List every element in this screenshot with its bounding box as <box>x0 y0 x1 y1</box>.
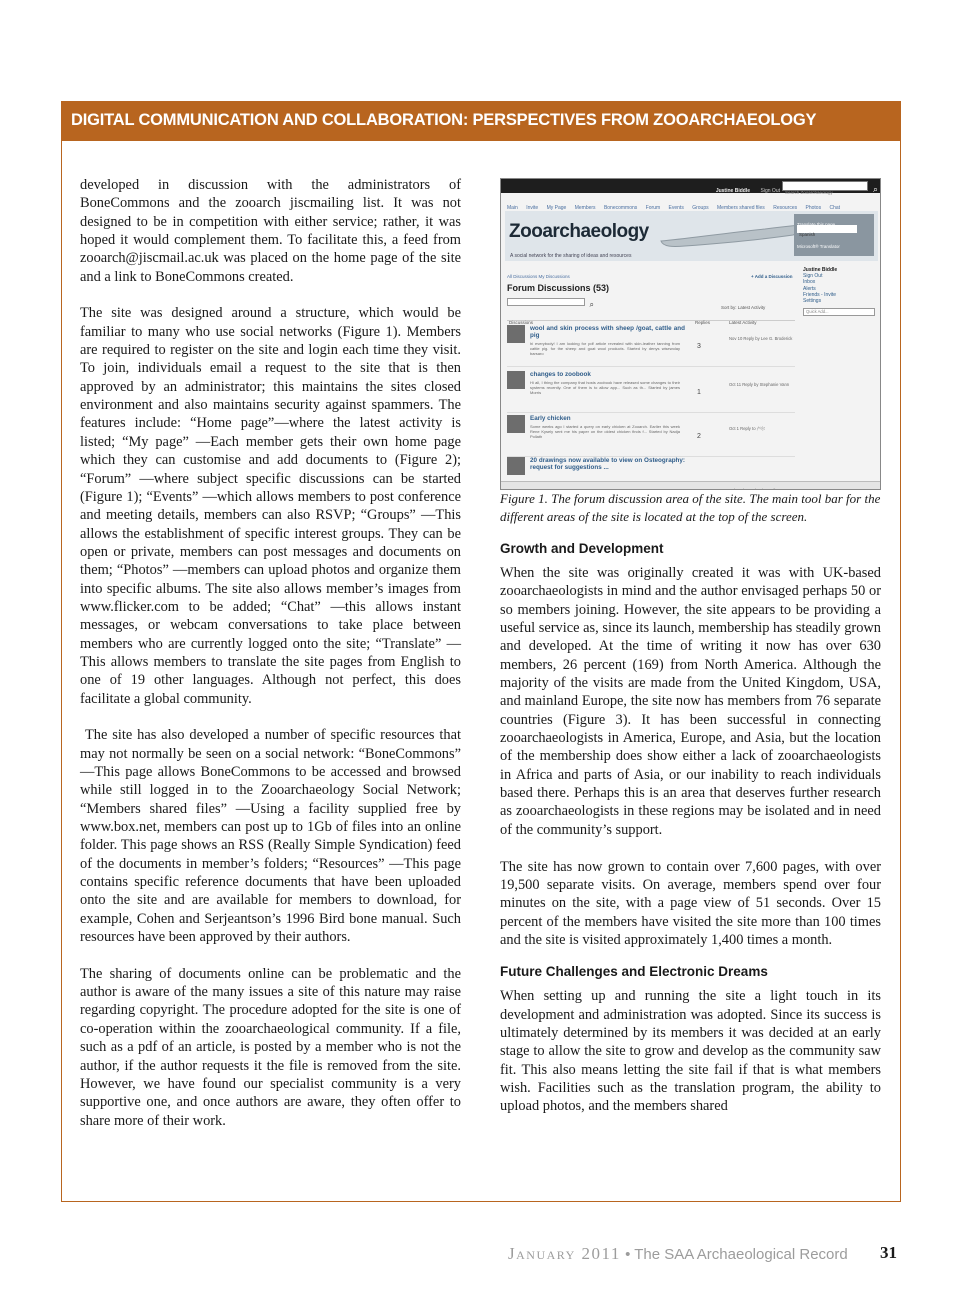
section-heading: Future Challenges and Electronic Dreams <box>500 964 768 980</box>
discussion-title[interactable]: Early chicken <box>530 415 571 422</box>
discussion-title[interactable]: 20 drawings now available to view on Osteography: request for suggestions ... <box>530 457 685 471</box>
quick-add-select[interactable]: Quick Add... <box>803 308 875 316</box>
latest-activity: Oct 11 Reply by Stephanie Vann <box>729 382 790 387</box>
left-column <box>80 176 461 1130</box>
site-nav <box>501 199 880 209</box>
paragraph: developed in discussion with the administrators of BoneCommons and the zooarch jiscmailing list. It was not designed to be in competition with either service; rather, it was hoped it would complement them. To facilitate this, a feed from zooarch@jiscmail.ac.uk was placed on the home page of the site and a link to BoneCommons created. <box>80 177 461 285</box>
avatar <box>507 371 525 389</box>
running-header <box>61 101 901 141</box>
figure-1-screenshot <box>500 178 881 490</box>
reply-count: 3 <box>697 343 701 350</box>
sort-by-select[interactable]: Sort by: Latest Activity <box>721 305 766 310</box>
search-icon[interactable]: ⌕ <box>872 184 878 194</box>
footer-journal: The SAA Archaeological Record <box>634 1246 848 1263</box>
column-header: Replies <box>695 320 711 325</box>
nav-item[interactable]: Forum <box>645 205 661 211</box>
nav-item[interactable]: Bonecommons <box>603 205 638 211</box>
sidebar-item[interactable]: Inbox <box>803 279 816 286</box>
discussion-excerpt: Some weeks ago I started a query on early chicken at Zooarch. Earlier this week Rene Kysely sent me his paper on the oldest chicken finds f... Started by Nadja Pollath <box>530 424 680 439</box>
running-header-title: DIGITAL COMMUNICATION AND COLLABORATION: PERSPECTIVES FROM ZOOARCHAEOLOGY <box>71 111 817 129</box>
sidebar-item[interactable]: Settings <box>803 298 822 305</box>
nav-item[interactable]: Members shared files <box>717 205 765 211</box>
user-sidebar <box>803 267 877 316</box>
bone-illustration-icon <box>655 223 805 249</box>
avatar <box>507 457 525 475</box>
translate-language-select[interactable]: Spanish <box>797 225 857 233</box>
chat-status-bar[interactable] <box>501 481 880 489</box>
nav-item[interactable]: Photos <box>805 205 822 211</box>
footer-date: January 2011 <box>508 1244 621 1263</box>
forum-search-input[interactable] <box>507 298 594 309</box>
column-header: Latest Activity <box>729 320 757 325</box>
site-search-input[interactable]: Search Zooarchaeology <box>782 181 868 191</box>
sidebar-item[interactable]: Alerts <box>803 285 816 292</box>
figure-caption: Figure 1. The forum discussion area of the site. The main tool bar for the different areas of the site is located at the top of the screen. <box>500 491 881 524</box>
paragraph: The site has also developed a number of specific resources that may not normally be seen on a social network: “BoneCommons” —This page allows BoneCommons to be accessed and browsed while still logged in to the Zooarchaeology Social Network; “Members shared files” —Using a facility supplied free by www.box.net, members can post up to 1Gb of files into an online folder. This page shows an RSS (Really Simple Syndication) feed of the documents in member’s folders; “Resources” —This page contains specific reference documents that have been uploaded onto the site and are available for members to download, for example, Cohen and Serjeantson’s 1996 Bird bone manual. Such resources have been approved by their authors. <box>80 727 461 946</box>
paragraph: When the site was originally created it was with UK-based zooarchaeologists in mind and the author envisaged perhaps 50 or so members joining. However, the site appears to be providing a useful service as, since its launch, membership has steadily grown and developed. At the time of writing it now has over 630 members, 26 percent (169) from North America. Although the majority of the visits are made from the United Kingdom, USA, and mainland Europe, the site now has members from 76 separate countries (Figure 3). It has been successful in connecting zooarchaeologists in America, Europe, and Asia, but the location of the membership does show either a lack of zooarchaeologists in Africa and parts of Asia, or our inability to reach individuals based there. Perhaps this is an area that deserves further research as zooarchaeologists in these regions may be isolated and in need of the community’s support. <box>500 565 881 838</box>
discussion-row[interactable] <box>507 371 795 413</box>
search-icon[interactable]: ⌕ <box>589 300 594 309</box>
translate-widget <box>794 214 874 256</box>
paragraph: The site has now grown to contain over 7,600 pages, with over 19,500 separate visits. On average, members spend over four minutes on the site, with a page view of 51 seconds. Over 15 percent of the members have visited the site more than 100 times and the site is visited approximately 1,400 times a month. <box>500 858 881 948</box>
discussion-table-header <box>507 313 795 325</box>
sidebar-item[interactable]: Friends - Invite <box>803 291 837 298</box>
sign-out-link[interactable]: Sign Out <box>760 188 780 194</box>
nav-item[interactable]: Main <box>507 205 518 211</box>
nav-item[interactable]: Members <box>574 205 596 211</box>
discussion-tabs[interactable]: All Discussions My Discussions <box>507 274 570 279</box>
site-top-bar <box>501 179 880 193</box>
paragraph: When setting up and running the site a light touch in its development and administration was adopted. Since its success is ultimately determined by its members it was decided at an early stage to allow the site to grow and develop as the community saw fit. This also means letting the site fail if that is what members wish. Facilities such as the translation program, the ability to upload photos, and the members shared <box>500 988 881 1115</box>
sidebar-item[interactable]: Sign Out <box>803 273 823 280</box>
right-column <box>500 176 881 1116</box>
user-name: Justine Biddle <box>715 188 750 194</box>
discussion-excerpt: Hi all, I thing the company that hosts zoobook have released some changes to their systems recently. One of them is to allow app... Such as th... Started by james Morris <box>530 380 680 395</box>
discussion-excerpt: hi everybody! I am looking for pdf article revealed with skin-leather tanning from cattle pig. for the sheep and goat wool products. Started by denys wisewolay barsaro <box>530 341 680 356</box>
latest-activity: Nov 10 Reply by Lee G. Broderick <box>729 336 793 341</box>
nav-item[interactable]: Groups <box>692 205 709 211</box>
footer-bullet: • <box>625 1246 631 1263</box>
page-number: 31 <box>880 1243 897 1262</box>
reply-count: 2 <box>697 433 701 440</box>
column-header: Discussions <box>509 320 534 325</box>
paragraph: The sharing of documents online can be problematic and the author is aware of the many issues a site of this nature may raise regarding copyright. The procedure adopted for the site is one of co-operation within the zooarchaeological community. If a file, such as a pdf of an article, is posted by a member who is not the author, if the author requests it the file is removed from the site. However, we have found our specialist community is a very supportive one, and once authors are aware, they often offer to share more of their work. <box>80 965 461 1129</box>
avatar <box>507 415 525 433</box>
add-discussion-button[interactable]: + Add a Discussion <box>751 274 793 279</box>
discussion-title[interactable]: changes to zoobook <box>530 371 591 378</box>
avatar <box>507 325 525 343</box>
site-banner <box>505 211 878 261</box>
nav-item[interactable]: My Page <box>546 205 567 211</box>
site-tagline: A social network for the sharing of ideas and resources <box>510 253 632 259</box>
paragraph: The site was designed around a structure, which would be familiar to many who use social networks (Figure 1). Members are required to register on the site and login each time they visit. To join, individuals email a request to the site that is then approved by an administrator; this maintains the sites closed environment and also maintains security against spammers. The features include: “Home page”—where the latest activity is listed; “My page” —Each member gets their own home page which they can customise and add documents to (Figure 2); “Forum” —where subject specific discussions can be started (Figure 1); “Events” —which allows members to post conference and meeting details, members can also RSVP; “Groups” —This allows the establishment of specific interest groups. They can be open or private, members can post messages and documents on them; “Photos” —members can upload photos and organize them into specific albums. The site also allows member’s images from www.flicker.com to be added; “Chat” —this allows instant messages, or webcam conversations to take place between members who are currently logged onto the site; “Translate” —This allows members to translate the site pages from English to one of 19 other languages. Although not perfect, this does facilitate a global community. <box>80 305 461 707</box>
nav-item[interactable]: Events <box>668 205 684 211</box>
translate-powered-by: Microsoft® Translator <box>797 244 840 249</box>
sidebar-user-name[interactable]: Justine Biddle <box>803 267 838 273</box>
nav-item[interactable]: Chat <box>829 205 841 211</box>
discussion-title[interactable]: wool and skin process with sheep /goat, cattle and pig <box>530 325 685 339</box>
discussion-row[interactable] <box>507 325 795 367</box>
nav-item[interactable]: Resources <box>773 205 798 211</box>
site-brand: Zooarchaeology <box>509 221 649 242</box>
latest-activity: Oct 1 Reply to 卢尔 <box>729 426 766 431</box>
nav-item[interactable]: Invite <box>526 205 539 211</box>
reply-count: 1 <box>697 389 701 396</box>
forum-title: Forum Discussions (53) <box>507 283 610 293</box>
discussion-row[interactable] <box>507 415 795 457</box>
page-footer <box>508 1244 848 1264</box>
section-heading: Growth and Development <box>500 541 664 556</box>
